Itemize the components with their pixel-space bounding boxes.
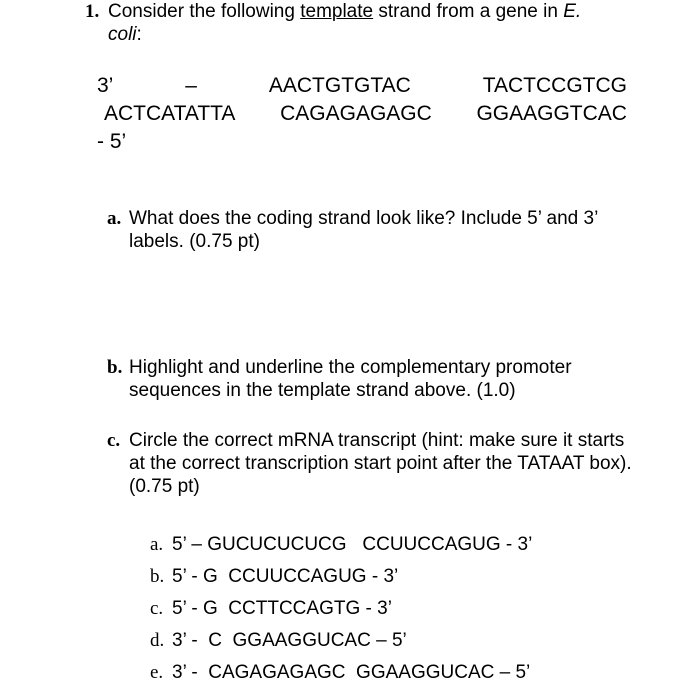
part-b-label: b.	[107, 357, 123, 378]
option-label: e.	[150, 662, 164, 683]
species-genus: E.	[563, 1, 582, 22]
sequence-segment: CAGAGAGAGC	[280, 102, 432, 125]
option-c[interactable]	[150, 595, 650, 627]
sequence-dash: –	[185, 74, 197, 97]
question-prefix: Consider the following	[108, 1, 301, 22]
option-e[interactable]	[150, 659, 650, 691]
option-label: b.	[150, 566, 165, 587]
part-a-text: What does the coding strand look like? Include 5’ and 3’ labels. (0.75 pt)	[129, 208, 598, 252]
sequence-line-2	[104, 100, 627, 128]
question-text	[108, 0, 645, 46]
option-text: 5’ - G CCTTCCAGTG - 3’	[172, 598, 392, 619]
sequence-segment: TACTCCGTCG	[482, 74, 627, 97]
option-a[interactable]	[150, 531, 650, 563]
part-a	[107, 207, 632, 253]
option-d[interactable]	[150, 627, 650, 659]
template-sequence	[97, 72, 627, 156]
part-c-text: Circle the correct mRNA transcript (hint: make sure it starts at the correct transcription start point after the TATAAT box). (0.75 pt)	[129, 430, 632, 497]
part-b	[107, 356, 632, 402]
option-b[interactable]	[150, 563, 650, 595]
question-1	[85, 0, 645, 46]
mrna-options	[150, 531, 650, 691]
question-suffix: strand from a gene in	[373, 1, 564, 22]
option-label: d.	[150, 630, 165, 651]
part-b-text: Highlight and underline the complementary promoter sequences in the template strand above. (1.0)	[129, 357, 572, 401]
option-label: c.	[150, 598, 164, 619]
sequence-segment: ACTCATATTA	[104, 102, 236, 125]
question-number: 1.	[85, 1, 100, 22]
template-word: template	[300, 1, 374, 22]
option-label: a.	[150, 534, 164, 555]
option-text: 5’ – GUCUCUCUCG CCUUCCAGUG - 3’	[172, 534, 533, 555]
sequence-line-1	[97, 72, 627, 100]
option-text: 3’ - C GGAAGGUCAC – 5’	[172, 630, 407, 651]
option-text: 5’ - G CCUUCCAGUG - 3’	[172, 566, 399, 587]
sequence-segment: GGAAGGTCAC	[476, 102, 627, 125]
part-a-label: a.	[107, 208, 122, 229]
sequence-3prime-label: 3’	[97, 74, 114, 97]
option-text: 3’ - CAGAGAGAGC GGAAGGUCAC – 5’	[172, 662, 531, 683]
part-c	[107, 429, 632, 498]
sequence-5prime-label: - 5’	[97, 130, 127, 153]
sequence-line-3	[97, 128, 627, 156]
question-colon: :	[136, 24, 142, 45]
part-c-label: c.	[107, 430, 121, 451]
species-name: coli	[108, 24, 137, 45]
sequence-segment: AACTGTGTAC	[268, 74, 411, 97]
